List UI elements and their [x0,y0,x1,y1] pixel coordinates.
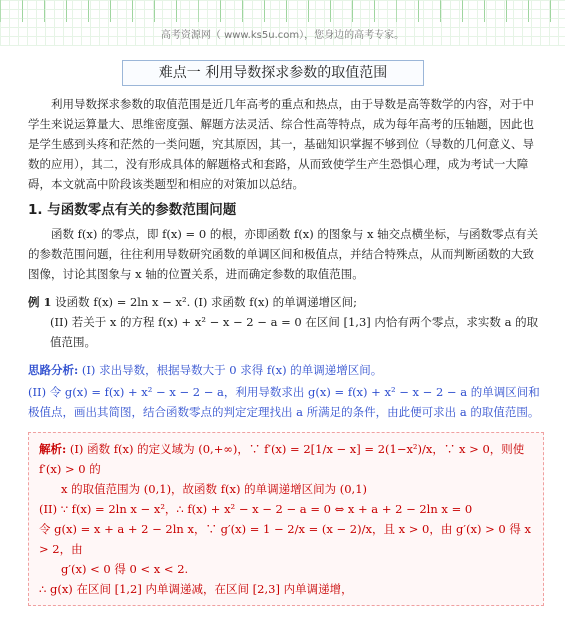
example-part-two: (II) 若关于 x 的方程 f(x) + x² − x − 2 − a = 0 在区间 [1,3] 内恰有两个零点，求实数 a 的取值范围。 [50,315,539,349]
solution-text-five: g′(x) < 0 得 0 < x < 2. [61,562,189,576]
example-label: 例 1 [28,295,52,309]
analysis-step-two: (II) 令 g(x) = f(x) + x² − x − 2 − a，利用导数求出 g(x) = f(x) + x² − x − 2 − a 的单调区间和极值点，画出其简图，结合函数零点的判定定理找出 a 所满足的条件，由此便可求出 a 的取值范围。 [28,385,540,419]
analysis-block [28,360,544,380]
section-paragraph: 函数 f(x) 的零点，即 f(x) = 0 的根，亦即函数 f(x) 的图象与 x 轴交点横坐标，与函数零点有关的参数范围问题，往往利用导数研究函数的单调区间和极值点，并结合特殊点，从而判断函数的大致图像，讨论其图象与 x 轴的位置关系，进而确定参数的取值范围。 [28,227,539,281]
solution-box [28,432,544,606]
analysis-label: 思路分析: [28,363,79,377]
example-text: 设函数 f(x) = 2ln x − x². (I) 求函数 f(x) 的单调递增区间; [55,295,357,309]
document-title: 难点一 利用导数探求参数的取值范围 [122,60,424,86]
intro-paragraph: 利用导数探求参数的取值范围是近几年高考的重点和热点，由于导数是高等数学的内容，对于中学生来说运算量大、思维密度强、解题方法灵活、综合性高等特点，成为每年高考的压轴题，因此也是学生感到头疼和茫然的一类问题，究其原因，其一，基础知识掌握不够到位（导数的几何意义、导数的应用），其二，没有形成具体的解题格式和套路，从而致使学生产生恐惧心理，成为考试一大障碍，本文就高中阶段该类题型和相应的对策加以总结。 [28,97,534,191]
analysis-step-one: (I) 求出导数，根据导数大于 0 求得 f(x) 的单调递增区间。 [81,363,383,377]
solution-text-six: ∴ g(x) 在区间 [1,2] 内单调递减，在区间 [2,3] 内单调递增， [39,582,353,596]
watermark-text: 高考资源网（ www.ks5u.com），您身边的高考专家。 [160,30,405,41]
solution-text-one: (I) 函数 f(x) 的定义域为 (0,+∞)，∵ f′(x) = 2[1/x − x] = 2(1−x²)/x，∵ x > 0，则使 f′(x) > 0 的 [39,442,525,476]
example-block [28,292,544,312]
solution-text-three: (II) ∵ f(x) = 2ln x − x²，∴ f(x) + x² − x − 2 − a = 0 ⇔ x + a + 2 − 2ln x = 0 [39,502,473,516]
solution-line-one [39,439,533,479]
document-content [28,94,544,606]
solution-text-four: 令 g(x) = x + a + 2 − 2ln x，∵ g′(x) = 1 − 2/x = (x − 2)/x，且 x > 0，由 g′(x) > 0 得 x > 2，由 [39,522,532,556]
solution-text-two: x 的取值范围为 (0,1)，故函数 f(x) 的单调递增区间为 (0,1) [61,482,367,496]
section-heading: 1. 与函数零点有关的参数范围问题 [28,202,237,218]
solution-label: 解析: [39,442,67,456]
